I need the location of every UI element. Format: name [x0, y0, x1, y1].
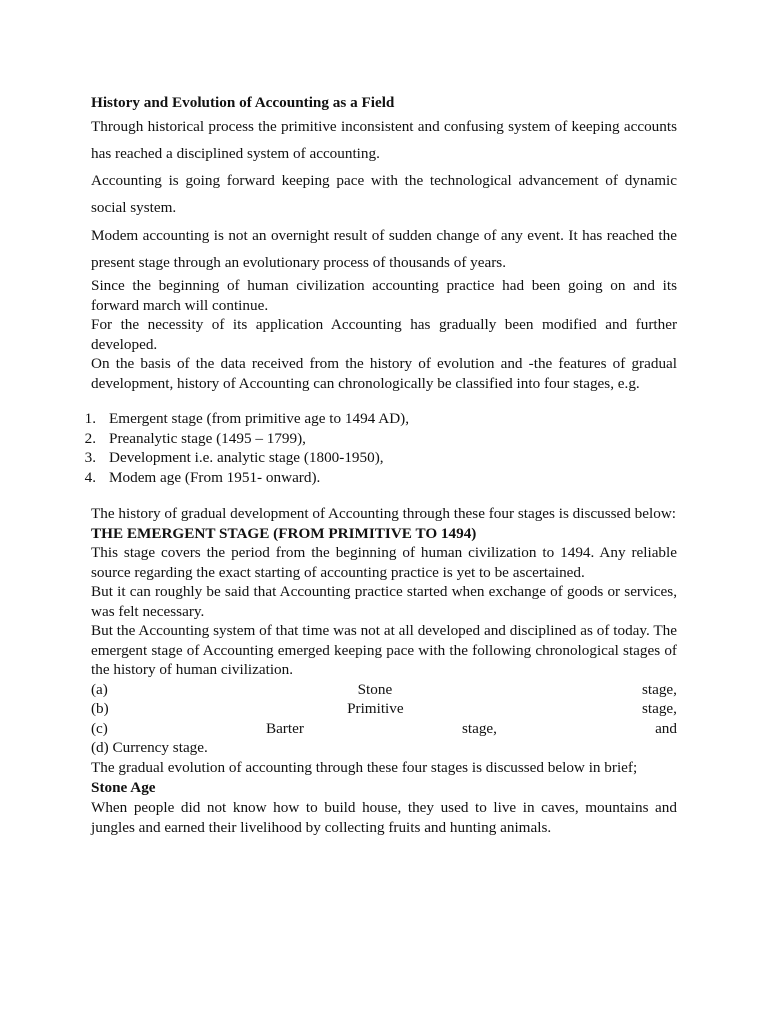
list-number: 4. [84, 468, 96, 486]
document-title: History and Evolution of Accounting as a Field [91, 94, 395, 111]
list-text: Development i.e. analytic stage (1800-1950), [109, 449, 384, 466]
civ-stage-d: (d) Currency stage. [91, 739, 208, 756]
civ-stage-c-and: and [655, 719, 677, 737]
intro-paragraph-1: Through historical process the primitive inconsistent and confusing system of keeping accounts has reached a disciplined system of accounting. [91, 118, 677, 162]
civ-stage-a [91, 680, 677, 700]
paragraph-classification: On the basis of the data received from the history of evolution and -the features of gradual development, history of Accounting can chronologically be classified into four stages, e.g. [91, 355, 677, 392]
intro-paragraph-2: Accounting is going forward keeping pace with the technological advancement of dynamic social system. [91, 172, 677, 216]
intro-paragraph-3: Modem accounting is not an overnight result of sudden change of any event. It has reached the present stage through an evolutionary process of thousands of years. [91, 227, 677, 271]
list-item [84, 409, 677, 429]
civ-stage-a-suffix: stage, [641, 680, 677, 698]
paragraph-after-list: The history of gradual development of Accounting through these four stages is discussed below: [91, 505, 677, 522]
stone-age-paragraph: When people did not know how to build house, they used to live in caves, mountains and jungles and earned their livelihood by collecting fruits and hunting animals. [91, 799, 677, 836]
subheading-stone-age: Stone Age [91, 779, 156, 796]
civ-stage-c-suffix: stage, [461, 719, 497, 737]
civ-stage-b [91, 699, 677, 719]
list-text: Modem age (From 1951- onward). [109, 468, 321, 486]
list-text: Emergent stage (from primitive age to 1494 AD), [109, 410, 410, 427]
civ-stage-b-word: Primitive [347, 700, 404, 717]
section-paragraph-1: This stage covers the period from the beginning of human civilization to 1494. Any reliable source regarding the exact starting of accounting practice is yet to be ascertained. [91, 544, 677, 581]
civ-stage-c-letter: (c) [91, 719, 108, 737]
civ-summary: The gradual evolution of accounting through these four stages is discussed below in brief; [91, 758, 638, 776]
section-paragraph-3: But the Accounting system of that time was not at all developed and disciplined as of today. The emergent stage of Accounting emerged keeping pace with the following chronological stages of the history of human civilization. [91, 622, 677, 678]
civ-stage-b-letter: (b) [91, 700, 109, 717]
paragraph-necessity: For the necessity of its application Accounting has gradually been modified and further developed. [91, 316, 677, 353]
section-heading: THE EMERGENT STAGE (FROM PRIMITIVE TO 1494) [91, 524, 477, 542]
list-text: Preanalytic stage (1495 – 1799), [109, 429, 306, 447]
list-number: 1. [84, 410, 96, 427]
civ-stage-a-letter: (a) [91, 680, 108, 698]
document-page [84, 92, 677, 837]
list-number: 2. [84, 429, 96, 447]
stages-list [84, 409, 677, 487]
list-number: 3. [84, 449, 96, 466]
civ-stage-c-word: Barter [265, 719, 304, 737]
list-item [84, 468, 677, 488]
civ-stage-c [91, 719, 677, 739]
paragraph-beginning: Since the beginning of human civilization accounting practice had been going on and its forward march will continue. [91, 277, 677, 314]
list-item [84, 429, 677, 449]
section-paragraph-2: But it can roughly be said that Accounting practice started when exchange of goods or services, was felt necessary. [91, 583, 677, 620]
civ-stage-a-word: Stone [357, 680, 393, 698]
list-item [84, 448, 677, 468]
civ-stage-b-suffix: stage, [641, 700, 677, 717]
